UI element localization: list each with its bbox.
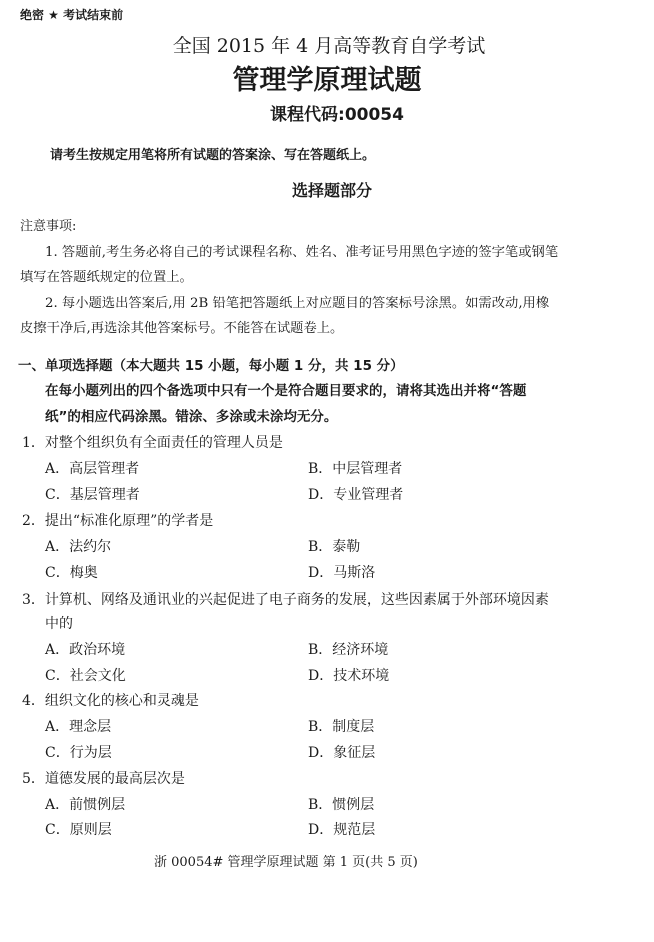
question-1-stem: 1．对整个组织负有全面责任的管理人员是 (22, 435, 283, 451)
section-heading: 一、单项选择题（本大题共 15 小题，每小题 1 分，共 15 分） (18, 358, 404, 374)
question-4-option-b: B．制度层 (308, 719, 375, 735)
question-5-option-b: B．惯例层 (308, 797, 375, 813)
section-desc-line-2: 纸”的相应代码涂黑。错涂、多涂或未涂均无分。 (45, 409, 338, 425)
question-4-option-c: C．行为层 (45, 745, 112, 761)
page-title: 管理学原理试题 (232, 65, 422, 96)
course-code: 课程代码:00054 (270, 105, 404, 125)
part-heading: 选择题部分 (291, 181, 372, 200)
question-2-option-a: A．法约尔 (45, 539, 112, 555)
question-5-option-c: C．原则层 (45, 822, 112, 838)
instruction: 请考生按规定用笔将所有试题的答案涂、写在答题纸上。 (50, 148, 376, 163)
question-1-option-b: B．中层管理者 (308, 461, 403, 477)
question-3-option-d: D．技术环境 (308, 668, 390, 684)
question-2-stem: 2．提出“标准化原理”的学者是 (22, 513, 214, 529)
question-3-stem-line-2: 中的 (45, 616, 73, 632)
question-1-option-a: A．高层管理者 (45, 461, 140, 477)
question-5-option-a: A．前惯例层 (45, 797, 126, 813)
question-3-option-a: A．政治环境 (45, 642, 126, 658)
question-3-option-b: B．经济环境 (308, 642, 389, 658)
question-4-option-a: A．理念层 (45, 719, 112, 735)
question-4-option-d: D．象征层 (308, 745, 376, 761)
question-1-option-d: D．专业管理者 (308, 487, 404, 503)
page-footer: 浙 00054# 管理学原理试题 第 1 页(共 5 页) (154, 855, 418, 870)
exam-name: 全国 2015 年 4 月高等教育自学考试 (172, 35, 486, 57)
note-1-line-2: 填写在答题纸规定的位置上。 (20, 270, 193, 285)
question-1-option-c: C．基层管理者 (45, 487, 140, 503)
question-5-stem: 5．道德发展的最高层次是 (22, 771, 185, 787)
note-2-line-2: 皮擦干净后,再选涂其他答案标号。不能答在试题卷上。 (20, 321, 344, 336)
question-2-option-b: B．泰勒 (308, 539, 361, 555)
section-desc-line-1: 在每小题列出的四个备选项中只有一个是符合题目要求的，请将其选出并将“答题 (45, 383, 527, 399)
notes-heading: 注意事项: (20, 219, 77, 234)
question-4-stem: 4．组织文化的核心和灵魂是 (22, 693, 199, 709)
question-2-option-c: C．梅奥 (45, 565, 98, 581)
question-5-option-d: D．规范层 (308, 822, 376, 838)
question-3-stem: 3．计算机、网络及通讯业的兴起促进了电子商务的发展，这些因素属于外部环境因素 (22, 592, 549, 608)
question-2-option-d: D．马斯洛 (308, 565, 376, 581)
note-1-line-1: 1. 答题前,考生务必将自己的考试课程名称、姓名、准考证号用黑色字迹的签字笔或钢笔 (45, 245, 559, 260)
note-2-line-1: 2. 每小题选出答案后,用 2B 铅笔把答题纸上对应题目的答案标号涂黑。如需改动,用橡 (45, 296, 550, 311)
question-3-option-c: C．社会文化 (45, 668, 126, 684)
confidential-label: 绝密 ★ 考试结束前 (20, 8, 124, 22)
